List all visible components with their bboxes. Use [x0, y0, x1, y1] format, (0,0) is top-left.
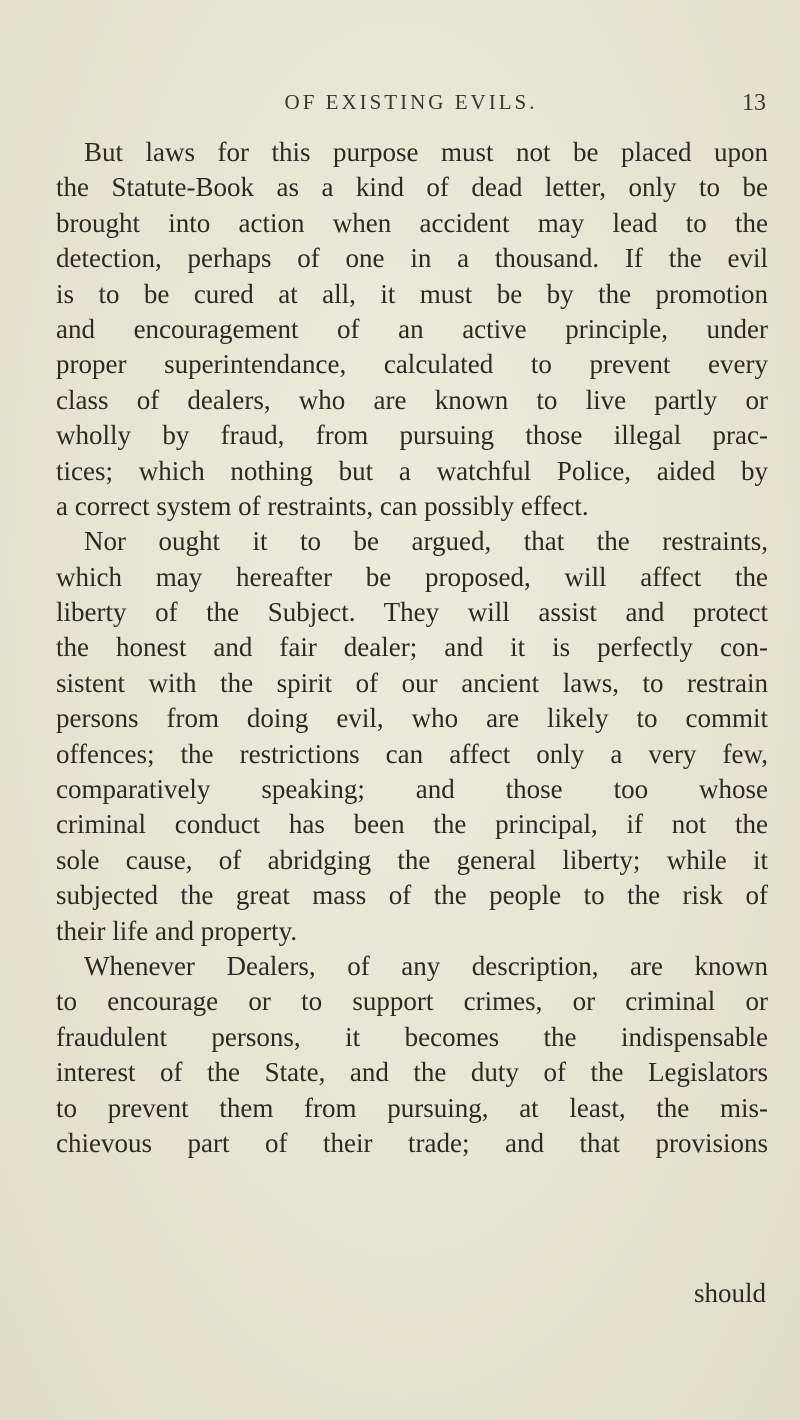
- text-line: the honest and fair dealer; and it is perfectly con-: [56, 632, 768, 663]
- text-line: a correct system of restraints, can possibly effect.: [56, 490, 589, 521]
- text-line: tices; which nothing but a watchful Police, aided by: [56, 455, 768, 486]
- text-line: brought into action when accident may lead to the: [56, 207, 768, 238]
- text-line: offences; the restrictions can affect only a very few,: [56, 738, 768, 769]
- text-line: liberty of the Subject. They will assist and protect: [56, 597, 768, 628]
- text-line: wholly by fraud, from pursuing those illegal prac-: [56, 420, 768, 451]
- text-line: criminal conduct has been the principal, if not the: [56, 809, 768, 840]
- text-line: class of dealers, who are known to live partly or: [56, 384, 768, 415]
- text-line: proper superintendance, calculated to prevent every: [56, 349, 768, 380]
- text-line: is to be cured at all, it must be by the promotion: [56, 278, 768, 309]
- text-line: sole cause, of abridging the general liberty; while it: [56, 844, 768, 875]
- text-line: But laws for this purpose must not be placed upon: [84, 137, 768, 167]
- text-line: to encourage or to support crimes, or criminal or: [56, 986, 768, 1017]
- page-number: 13: [742, 90, 766, 116]
- text-line: chievous part of their trade; and that provisions: [56, 1127, 768, 1158]
- text-line: fraudulent persons, it becomes the indispensable: [56, 1021, 768, 1052]
- text-line: subjected the great mass of the people to the risk of: [56, 880, 768, 911]
- text-line: sistent with the spirit of our ancient laws, to restrain: [56, 667, 768, 698]
- text-line: Whenever Dealers, of any description, are known: [84, 950, 768, 981]
- text-line: and encouragement of an active principle, under: [56, 313, 768, 344]
- text-line: Nor ought it to be argued, that the restraints,: [84, 526, 768, 557]
- text-line: to prevent them from pursuing, at least, the mis-: [56, 1092, 768, 1123]
- text-line: comparatively speaking; and those too whose: [56, 774, 768, 805]
- text-line: interest of the State, and the duty of the Legislators: [56, 1057, 768, 1088]
- text-line: persons from doing evil, who are likely to commit: [56, 703, 768, 734]
- text-line: which may hereafter be proposed, will affect the: [56, 561, 768, 592]
- text-line: their life and property.: [56, 915, 298, 946]
- running-head: OF EXISTING EVILS.: [284, 90, 538, 114]
- catchword: should: [693, 1278, 766, 1308]
- body-text: [56, 135, 768, 1161]
- text-line: the Statute-Book as a kind of dead letter, only to be: [56, 172, 768, 203]
- page-header: [56, 90, 766, 120]
- text-line: detection, perhaps of one in a thousand. If the evil: [56, 243, 768, 274]
